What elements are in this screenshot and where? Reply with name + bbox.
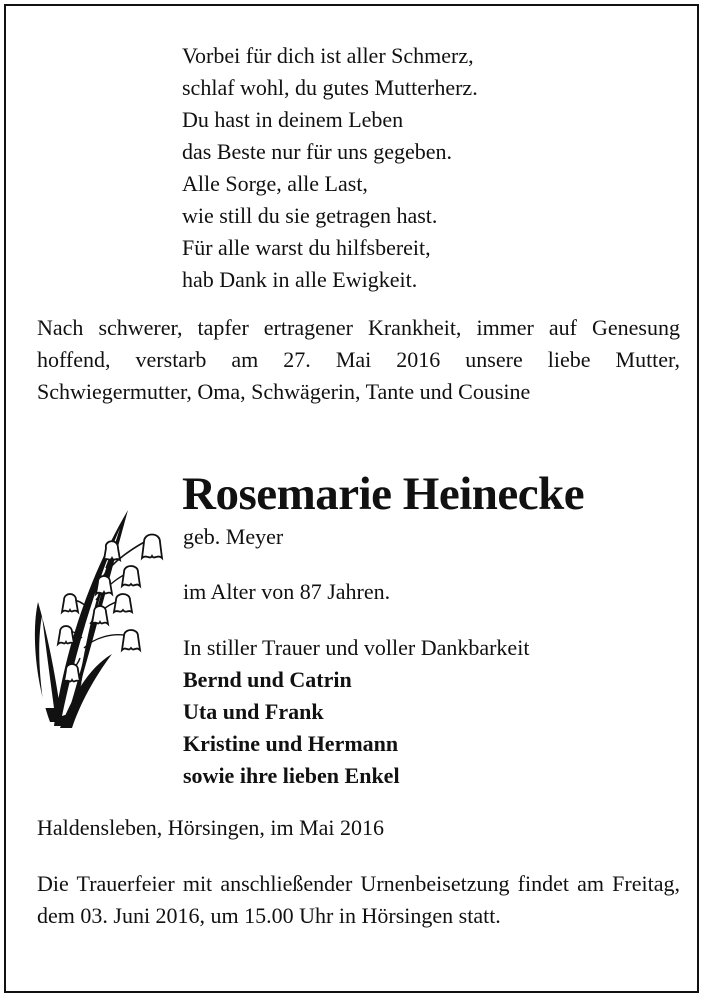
service-info: Die Trauerfeier mit anschließender Urnenbeisetzung findet am Freitag, dem 03. Juni 2016, um 15.00 Uhr in Hörsingen statt. xyxy=(37,871,680,928)
poem-line: Vorbei für dich ist aller Schmerz, xyxy=(182,43,474,68)
poem-line: Alle Sorge, alle Last, xyxy=(182,171,368,196)
mourner-name: sowie ihre lieben Enkel xyxy=(183,763,400,788)
poem-line: hab Dank in alle Ewigkeit. xyxy=(182,267,418,292)
mourning-intro: In stiller Trauer und voller Dankbarkeit xyxy=(183,635,530,660)
lily-of-the-valley-icon xyxy=(32,508,172,732)
poem xyxy=(182,40,478,296)
intro-text: Nach schwerer, tapfer ertragener Krankheit, immer auf Genesung hoffend, verstarb am 27. Mai 2016 unsere liebe Mutter, Schwiegermutter, Oma, Schwägerin, Tante und Cousine xyxy=(37,315,680,404)
mourner-name: Uta und Frank xyxy=(183,699,324,724)
poem-line: Für alle warst du hilfsbereit, xyxy=(182,235,431,260)
place-date: Haldensleben, Hörsingen, im Mai 2016 xyxy=(37,815,385,840)
mourner-name: Bernd und Catrin xyxy=(183,667,352,692)
mourners-block xyxy=(183,632,529,792)
poem-line: schlaf wohl, du gutes Mutterherz. xyxy=(182,75,478,100)
poem-line: das Beste nur für uns gegeben. xyxy=(182,139,453,164)
obituary-frame xyxy=(4,4,699,993)
birth-name: geb. Meyer xyxy=(183,524,284,549)
age-line: im Alter von 87 Jahren. xyxy=(183,579,391,604)
mourner-name: Kristine und Hermann xyxy=(183,731,399,756)
poem-line: Du hast in deinem Leben xyxy=(182,107,404,132)
deceased-name: Rosemarie Heinecke xyxy=(182,468,585,520)
poem-line: wie still du sie getragen hast. xyxy=(182,203,438,228)
